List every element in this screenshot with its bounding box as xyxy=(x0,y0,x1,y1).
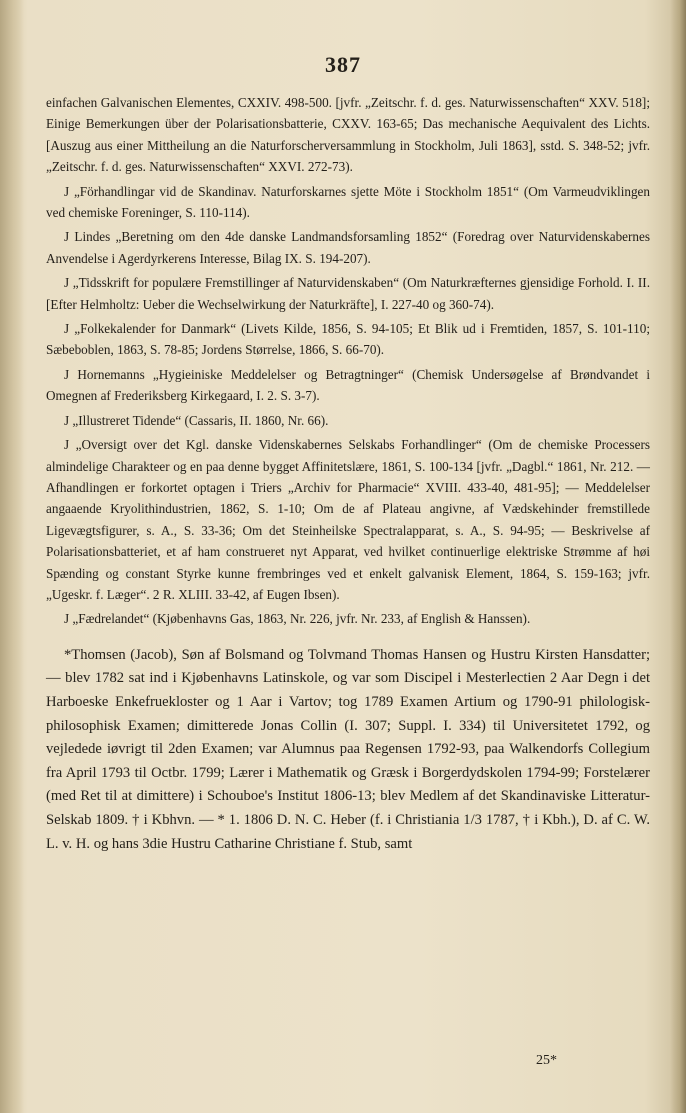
page-number: 387 xyxy=(325,52,361,77)
paragraph-linde-beretning: J Lindes „Beretning om den 4de danske Landmandsforsamling 1852“ (Foredrag over Naturvidenskabernes Anvendelse i Agerdyrkerens Interesse, Bilag IX. S. 194-207). xyxy=(46,229,650,266)
paragraph-forhandlingar: J „Förhandlingar vid de Skandinav. Naturforskarnes sjette Möte i Stockholm 1851“ (Om Varmeudviklingen ved chemiske Foreninger, S. 110-114). xyxy=(46,183,650,221)
paragraph-illustreret-tidende: J „Illustreret Tidende“ (Cassaris, II. 1860, Nr. 66). xyxy=(64,412,329,428)
signature-mark: 25* xyxy=(536,1053,557,1068)
entry-thomsen-jacob: *Thomsen (Jacob), Søn af Bolsmand og Tolvmand Thomas Hansen og Hustru Kirsten Hansdatter; — blev 1782 sat ind i Kjøbenhavns Latinskole, og var som Discipel i Mesterlectien 2 Aar Degn i det Harboeske Enkefruekloster og 1 Aar i Vartov; tog 1789 Examen Artium og 1790-91 philologisk-philosophisk Examen; dimitterede Jonas Collin (I. 307; Suppl. I. 334) til Universitetet 1792, og vejledede iøvrigt til 2den Examen; var Alumnus paa Regensen 1792-93, paa Walkendorfs Collegium fra April 1793 til Octbr. 1799; Lærer i Mathematik og Græsk i Borgerdydskolen 1794-99; Forstelærer (med Ret til at dimittere) i Schouboe's Institut 1806-13; blev Medlem af det Skandinaviske Litteratur-Selskab 1809. † i Kbhvn. — * 1. 1806 D. N. C. Heber (f. i Christiania 1/3 1787, † i Kbh.), D. af C. W. L. v. H. og hans 3die Hustru Catharine Christiane f. Stub, samt xyxy=(46,646,650,852)
paragraph-folkekalender: J „Folkekalender for Danmark“ (Livets Kilde, 1856, S. 94-105; Et Blik ud i Fremtiden, 1857, S. 101-110; Sæbeboblen, 1863, S. 78-85; Jordens Størrelse, 1866, S. 66-70). xyxy=(46,321,650,358)
page-edge-shadow xyxy=(670,0,686,1113)
paragraph-tidsskrift: J „Tidsskrift for populære Fremstillinger af Naturvidenskaben“ (Om Naturkræfternes gjensidige Forhold. I. II. [Efter Helmholtz: Ueber die Wechselwirkung der Naturkräfte], I. 227-40 og 360-74). xyxy=(46,275,650,312)
paragraph-faedrelandet: J „Fædrelandet“ (Kjøbenhavns Gas, 1863, Nr. 226, jvfr. Nr. 233, af English & Hanssen). xyxy=(64,611,531,627)
page-gutter-shadow xyxy=(0,0,24,1113)
paragraph-hornemann: J Hornemanns „Hygieiniske Meddelelser og Betragtninger“ (Chemisk Undersøgelse af Brøndvandet i Omegnen af Frederiksberg Kirkegaard, I. 2. S. 3-7). xyxy=(46,366,650,404)
body-text xyxy=(46,92,650,859)
paragraph-oversigt: J „Oversigt over det Kgl. danske Videnskabernes Selskabs Forhandlinger“ (Om de chemiske Processers almindelige Charakteer og en paa denne bygget Affinitetslære, 1861, S. 100-134 [jvfr. „Dagbl.“ 1861, Nr. 212. — Afhandlingen er forkortet optagen i Triers „Archiv for Pharmacie“ XVIII. 433-40, 481-95]; — Meddelelser angaaende Kryolithindustrien, 1862, S. 1-10; Om de af Plateau angivne, af Vædskehinder fremstillede Ligevægtsfigurer, s. A., S. 33-36; Om det Steinheilske Spectralapparat, s. A., S. 94-95; — Beskrivelse af Polarisationsbatteriet, et af ham construeret nyt Apparat, ved hvilket continuerlige elektriske Strømme af høi Spænding og constant Styrke kunne frembringes ved et enkelt galvanisk Element, 1864, S. 159-163; jvfr. „Ugeskr. f. Læger“. 2 R. XLIII. 33-42, af Eugen Ibsen). xyxy=(46,437,650,602)
paragraph-continuation: einfachen Galvanischen Elementes, CXXIV. 498-500. [jvfr. „Zeitschr. f. d. ges. Naturwissenschaften“ XXV. 518]; Einige Bemerkungen über der Polarisationsbatterie, CXXV. 163-65; Das mechanische Aequivalent des Lichts. [Auszug aus einer Mittheilung an die Naturforscherversammlung in Stockholm, Juli 1863], sstd. S. 348-52; jvfr. „Zeitschr. f. d. ges. Naturwissenschaften“ XXVI. 272-73). xyxy=(46,95,650,175)
